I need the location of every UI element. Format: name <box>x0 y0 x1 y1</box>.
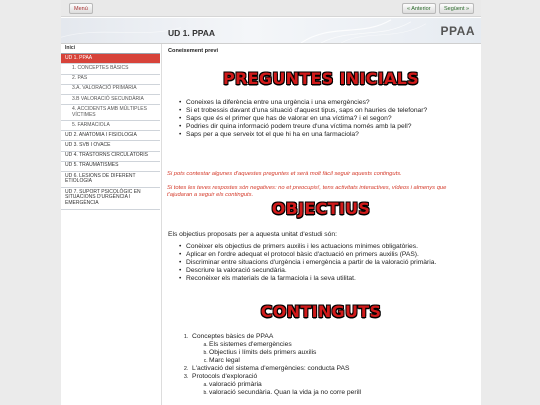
sidebar-item[interactable]: 5. FARMACIOLA <box>61 121 160 131</box>
contents-list <box>167 333 467 397</box>
question-item: • Saps per a que serveix tot el que hi ha en una farmaciola? <box>167 131 471 139</box>
questions-list <box>167 99 471 139</box>
objective-item: • Conèixer els objectius de primers auxilis i les actuacions mínimes obligatòries. <box>167 243 467 251</box>
contents-item <box>190 333 467 365</box>
sidebar-item[interactable]: 3.B VALORACIÓ SECUNDÀRIA <box>61 95 160 105</box>
sidebar-item[interactable]: 3.A. VALORACIÓ PRIMÀRIA <box>61 85 160 95</box>
contents-subitem: c. Marc legal <box>209 357 467 365</box>
sidebar-item[interactable]: UD 4. TRASTORNS CIRCULATORIS <box>61 152 160 162</box>
site-title: PPAA <box>440 24 475 38</box>
sidebar-item[interactable]: 1. CONCEPTES BÀSICS <box>61 64 160 74</box>
sidebar-item[interactable]: UD 5. TRAUMATISMES <box>61 162 160 172</box>
sidebar-item[interactable]: UD 1. PPAA <box>61 54 160 64</box>
sidebar-item[interactable]: UD 3. SVB I OVACE <box>61 141 160 151</box>
sidebar-item[interactable]: UD 6. LESIONS DE DIFERENT ETIOLOGIA <box>61 172 160 188</box>
contents-subitem: a. valoració primària <box>209 381 467 389</box>
sidebar-item[interactable]: 4. ACCIDENTS AMB MÚLTIPLES VÍCTIMES <box>61 105 160 121</box>
objective-item: • Aplicar en l'ordre adequat el protocol bàsic d'actuació en primers auxilis (PAS). <box>167 251 467 259</box>
objectives-intro: Els objectius proposats per a aquesta unitat d'estudi són: <box>168 231 337 238</box>
question-item: • Saps que és el primer que has de valorar en una víctima? i el segon? <box>167 115 471 123</box>
contents-item-label: L'activació del sistema d'emergències: conducta PAS <box>192 365 350 372</box>
page-header <box>61 18 481 44</box>
question-item: • Podries dir quina informació podem treure d'una víctima només amb la pell? <box>167 123 471 131</box>
next-button[interactable]: Següent » <box>439 3 474 14</box>
sidebar-navigation <box>61 44 160 210</box>
contents-subitem: b. Objectius i límits dels primers auxilis <box>209 349 467 357</box>
menu-button[interactable]: Menú <box>69 3 93 14</box>
question-item: • Coneixes la diferència entre una urgència i una emergències? <box>167 99 471 107</box>
sidebar-item[interactable]: Inici <box>61 44 160 54</box>
heading-continguts: CONTINGUTS <box>260 302 382 321</box>
previous-button[interactable]: « Anterior <box>402 3 436 14</box>
contents-subitem: a. Els sistemes d'emergències <box>209 341 467 349</box>
sidebar-divider <box>161 44 162 405</box>
page <box>61 0 481 405</box>
section-subtitle: Coneixement previ <box>168 48 219 54</box>
question-item: • Si et trobessis davant d'una situació d'aquest tipus, saps on hauries de telefonar? <box>167 107 471 115</box>
objectives-list <box>167 243 467 283</box>
header-swirl-decoration <box>61 18 481 43</box>
contents-sublist <box>192 381 467 397</box>
contents-subitem: b. valoració secundària. Quan la vida ja no corre perill <box>209 389 467 397</box>
objective-item: • Reconèixer els materials de la farmaciola i la seva utilitat. <box>167 275 467 283</box>
heading-objectius: OBJECTIUS <box>271 199 371 218</box>
objective-item: • Discriminar entre situacions d'urgència i emergència a partir de la valoració primària. <box>167 259 467 267</box>
note-positive: Si pots contestar algunes d'aquestes preguntes et serà molt fàcil seguir aquests continguts. <box>167 171 402 177</box>
contents-item-label: Conceptes bàsics de PPAA <box>192 333 274 340</box>
heading-preguntes-inicials: PREGUNTES INICIALS <box>223 69 419 88</box>
sidebar-item[interactable]: 2. PAS <box>61 75 160 85</box>
objective-item: • Descriure la valoració secundària. <box>167 267 467 275</box>
sidebar-item[interactable]: UD 2. ANATOMIA I FISIOLOGIA <box>61 131 160 141</box>
contents-sublist <box>192 341 467 365</box>
sidebar-item[interactable]: UD 7. SUPORT PSICOLÒGIC EN SITUACIONS D'URGÈNCIA I EMERGÈNCIA <box>61 188 160 210</box>
contents-item <box>190 365 467 373</box>
contents-item <box>190 373 467 397</box>
contents-item-label: Protocols d'exploració <box>192 373 258 380</box>
note-negative: Si totes les teves respostes són negatives: no et preocupis!, tens activitats interactives, vídeos i almenys que t'ajudaran a seguir els continguts. <box>167 185 447 199</box>
top-navigation-bar <box>61 0 481 17</box>
page-title: UD 1. PPAA <box>168 28 216 38</box>
